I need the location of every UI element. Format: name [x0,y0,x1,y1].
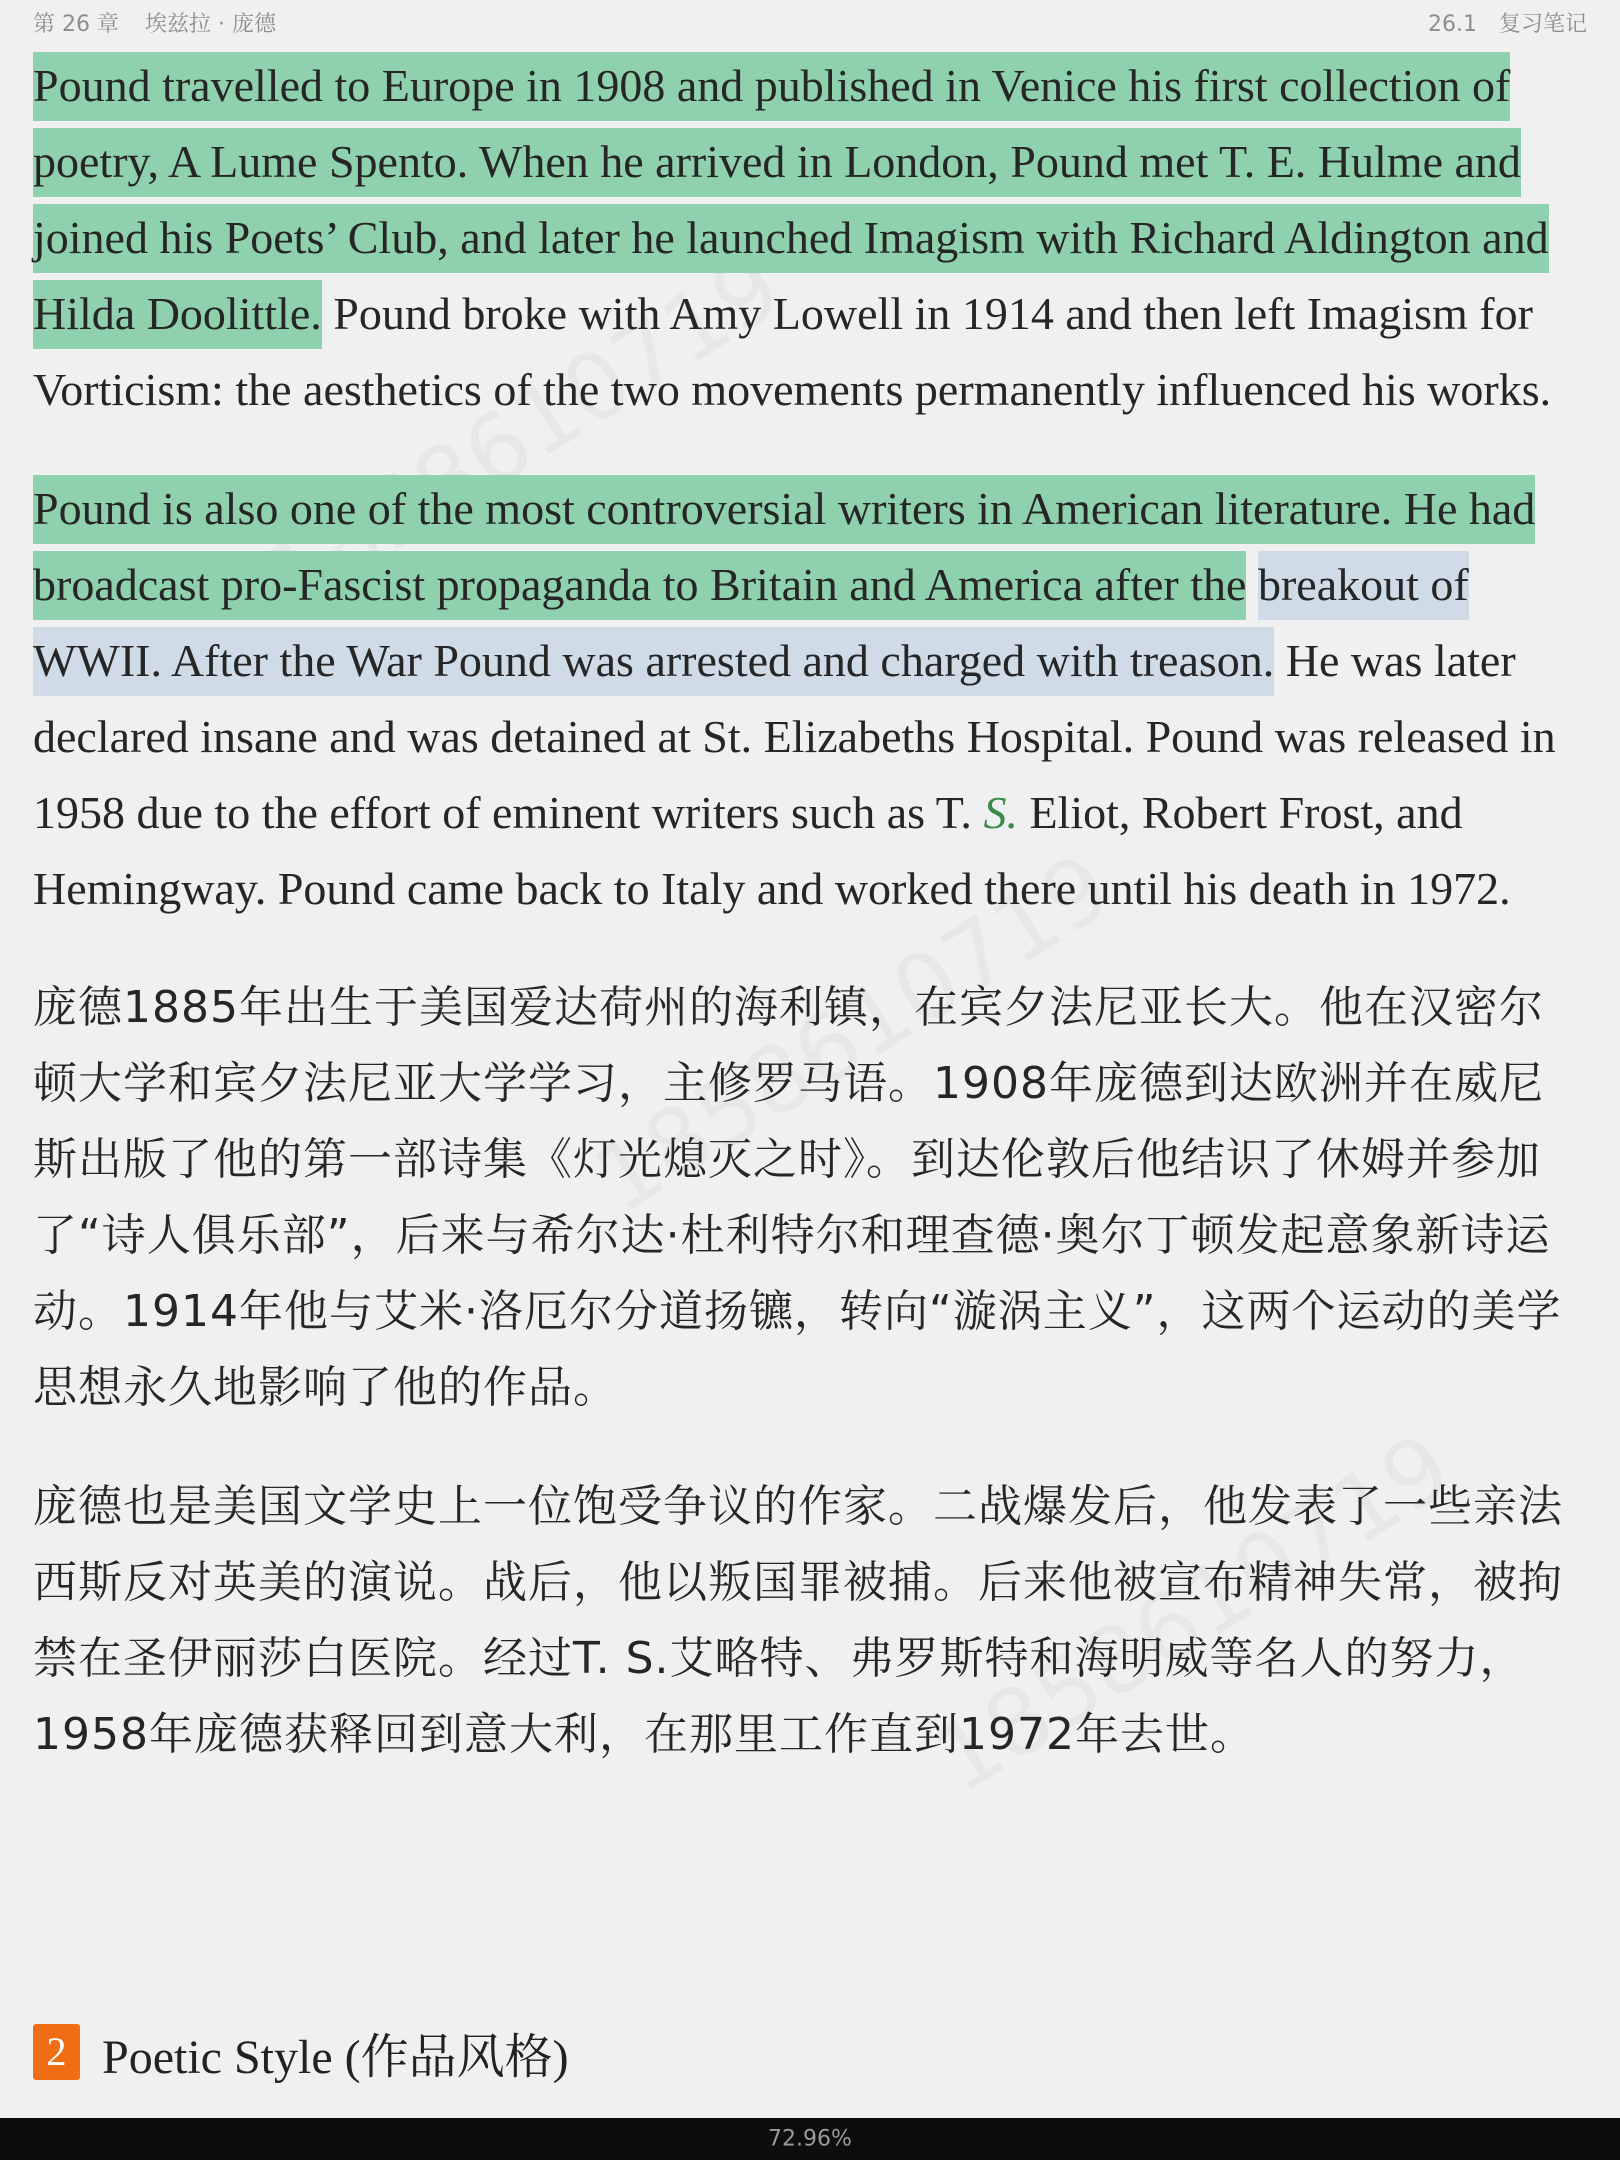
paragraph-text: He was later declared insane and was detained at St. Elizabeths Hospital. Pound was released in 1958 due to the effort of eminent writers such as T. [33,635,1556,838]
highlight-green[interactable]: Pound travelled to Europe in 1908 and published in Venice his first collection of poetry, A Lume Spento. When he arrived in London, Pound met T. E. Hulme and joined his Poets’ Club, and later he launched Imagism with Richard Aldington and Hilda Doolittle. [33,52,1549,349]
section-info[interactable] [1428,7,1587,38]
paragraph-chinese-2[interactable]: 庞德也是美国文学史上一位饱受争议的作家。二战爆发后，他发表了一些亲法西斯反对英美的演说。战后，他以叛国罪被捕。后来他被宣布精神失常，被拘禁在圣伊丽莎白医院。经过T. S.艾略特、弗罗斯特和海明威等名人的努力，1958年庞德获释回到意大利，在那里工作直到1972年去世。 [33,1481,1563,1760]
paragraph-english-1[interactable] [33,48,1588,428]
section-number: 26.1 [1428,12,1477,37]
progress-percentage: 72.96% [768,2126,852,2152]
author-label: 埃兹拉 · 庞德 [144,12,276,37]
reading-progress-bar[interactable] [0,2118,1620,2160]
highlight-green[interactable]: Pound is also one of the most controversial writers in American literature. He had broadcast pro-Fascist propaganda to Britain and America after the [33,475,1535,620]
paragraph-text: Eliot, Robert Frost, and Hemingway. Pound came back to Italy and worked there until his death in 1972. [33,787,1511,914]
section-heading [33,2024,569,2084]
annotated-letter[interactable]: S. [983,787,1018,838]
chapter-label: 第 26 章 [33,12,119,37]
section-number-badge: 2 [33,2024,80,2080]
chapter-info[interactable] [33,7,276,38]
paragraph-text: Pound broke with Amy Lowell in 1914 and then left Imagism for Vorticism: the aesthetics of the two movements permanently influenced his works. [33,288,1552,415]
paragraph-chinese-1[interactable]: 庞德1885年出生于美国爱达荷州的海利镇，在宾夕法尼亚长大。他在汉密尔顿大学和宾夕法尼亚大学学习，主修罗马语。1908年庞德到达欧洲并在威尼斯出版了他的第一部诗集《灯光熄灭之时》。到达伦敦后他结识了休姆并参加了“诗人俱乐部”，后来与希尔达·杜利特尔和理查德·奥尔丁顿发起意象新诗运动。1914年他与艾米·洛厄尔分道扬镳，转向“漩涡主义”，这两个运动的美学思想永久地影响了他的作品。 [33,982,1562,1413]
reader-content[interactable] [33,48,1588,1816]
notes-label: 复习笔记 [1498,12,1587,37]
reader-header [0,0,1620,44]
paragraph-english-2[interactable] [33,471,1588,927]
section-title: Poetic Style (作品风格) [102,2030,569,2084]
highlight-blue[interactable]: breakout of WWII. After the War Pound was arrested and charged with treason. [33,551,1469,696]
